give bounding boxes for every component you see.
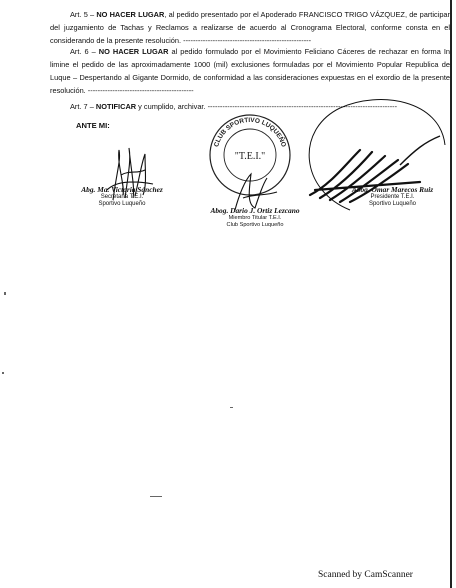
- article-5: [50, 8, 450, 47]
- signature-right: [340, 186, 445, 208]
- article-6-number: Art. 6 –: [70, 47, 99, 56]
- ante-mi-label: ANTE MI:: [76, 121, 110, 130]
- article-5-number: Art. 5 –: [70, 10, 97, 19]
- signature-right-scribble: [290, 90, 450, 230]
- article-5-heading: NO HACER LUGAR: [96, 10, 165, 19]
- article-7-heading: NOTIFICAR: [95, 102, 137, 111]
- signature-center-name: Abog. Dario J. Ortiz Lezcano: [210, 206, 300, 215]
- scan-speck: [2, 372, 4, 374]
- article-6-text: al pedido formulado por el Movimiento Feliciano Cáceres de rechazar en forma In limine el pedido de las aproximadamente 1000 (mil) exclusiones formuladas por el Movimiento Popular Republica de Luque – Despertando al Gigante Dormido, de conformidad a las consideraciones expuestas en el exordio de la presente resolución. -------------------------------------------: [50, 47, 450, 95]
- stamp-ring-text: CLUB SPORTIVO LUQUEÑO: [213, 116, 287, 148]
- scanner-watermark: Scanned by CamScanner: [318, 570, 413, 580]
- page-edge: [450, 0, 452, 588]
- scan-speck: [150, 496, 162, 497]
- signature-right-name: Abog. Omar Marecos Ruiz: [351, 185, 434, 194]
- signature-left-role: Secretaria T.E.I.: [100, 194, 144, 200]
- article-7-number: Art. 7 –: [70, 102, 96, 111]
- article-7-text: y cumplido, archivar. -----------------------------------------------------------------------------: [136, 102, 398, 111]
- signature-right-role: Presidente T.E.I.: [370, 194, 415, 200]
- signature-left-name: Abg. Ma. Victoria Sánchez: [81, 185, 163, 194]
- article-5-text: , al pedido presentado por el Apoderado FRANCISCO TRIGO VÁZQUEZ, de participar del juzgamiento de Tachas y Reclamos a realizarse de acuerdo al Cronograma Electoral, conforme consta en el considerando de la presente resolución. ----------------------------------------------------: [50, 10, 451, 45]
- stamp-center-text: "T.E.I.": [234, 151, 266, 162]
- signature-center-role: Miembro Titular T.E.I.: [228, 215, 282, 221]
- scan-speck: [4, 292, 6, 295]
- article-6-heading: NO HACER LUGAR: [98, 47, 169, 56]
- signature-right-org: Sportivo Luqueño: [368, 201, 417, 207]
- signature-left: [62, 186, 182, 208]
- signature-center-org: Club Sportivo Luqueño: [226, 221, 284, 228]
- scan-speck: [230, 407, 233, 408]
- signature-left-org: Sportivo Luqueño: [98, 201, 146, 207]
